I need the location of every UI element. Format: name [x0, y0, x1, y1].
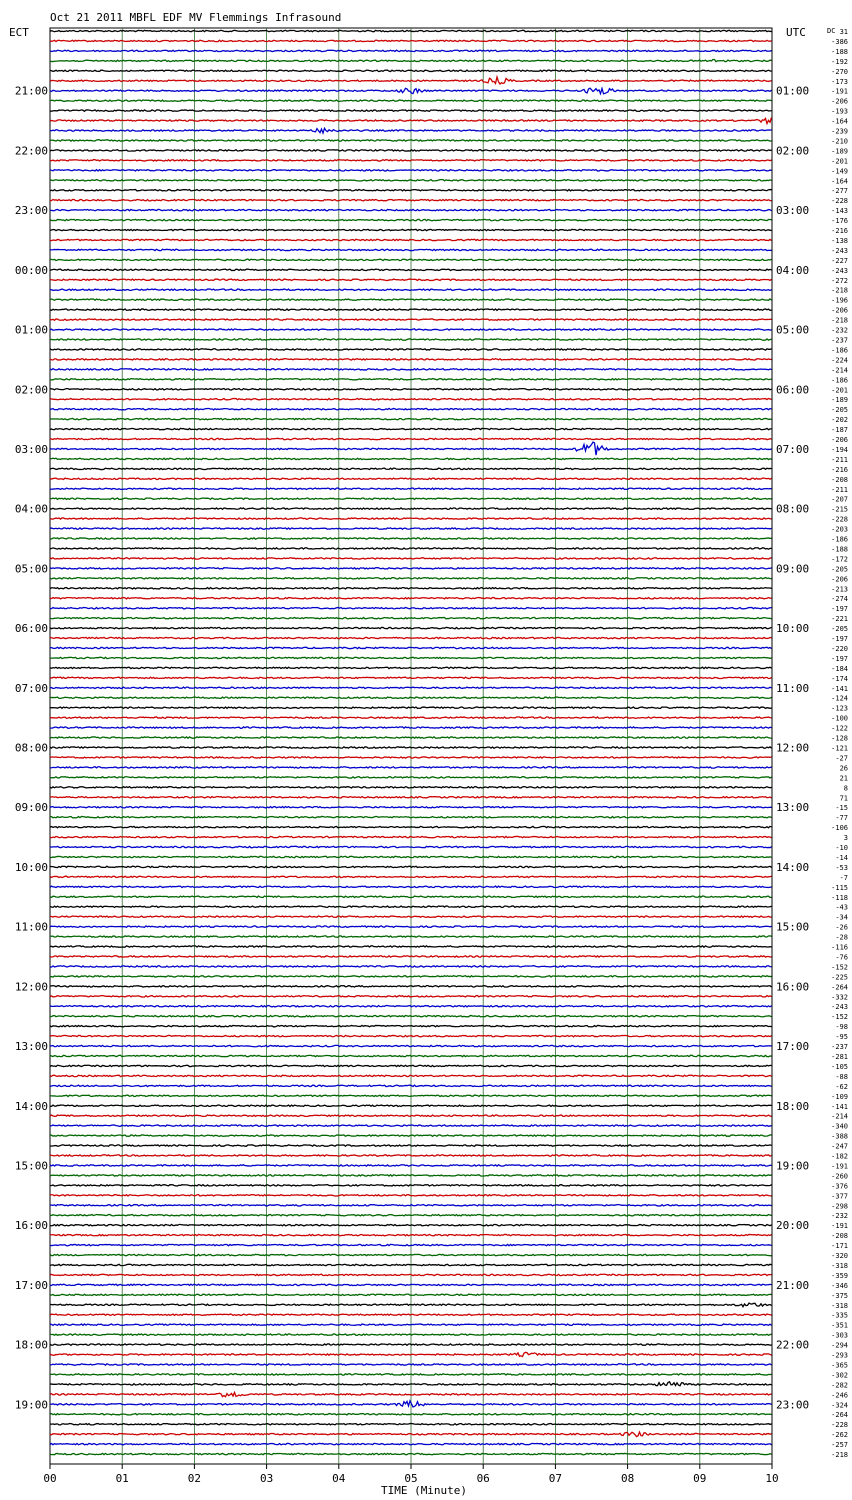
trace-offset-value: -359: [831, 1271, 848, 1280]
seismic-trace: [50, 349, 772, 350]
trace-offset-value: -340: [831, 1122, 848, 1131]
seismic-trace: [50, 946, 772, 947]
seismic-trace: [50, 1205, 772, 1206]
left-hour-label: 23:00: [14, 204, 48, 218]
trace-offset-value: -53: [835, 863, 848, 872]
trace-offset-value: -211: [831, 455, 848, 464]
trace-offset-value: -205: [831, 565, 848, 574]
left-hour-label: 18:00: [14, 1338, 48, 1352]
seismic-trace: [50, 1324, 772, 1325]
trace-offset-value: -7: [839, 873, 848, 882]
left-hour-label: 00:00: [14, 263, 48, 277]
right-hour-label: 03:00: [776, 204, 810, 218]
seismic-trace: [50, 617, 772, 618]
x-tick-label: 04: [332, 1472, 346, 1485]
right-timezone-label: UTC: [786, 26, 806, 39]
left-hour-label: 14:00: [14, 1099, 48, 1113]
left-hour-label: 10:00: [14, 860, 48, 874]
left-hour-label: 05:00: [14, 562, 48, 576]
trace-offset-value: -124: [831, 694, 848, 703]
seismic-trace: [50, 508, 772, 509]
left-hour-label: 15:00: [14, 1159, 48, 1173]
trace-offset-value: -262: [831, 1431, 848, 1440]
right-hour-label: 22:00: [776, 1338, 810, 1352]
trace-offset-value: -122: [831, 724, 848, 733]
seismic-trace: [50, 30, 772, 31]
grid-layer: [50, 28, 772, 1469]
trace-offset-value: -274: [831, 595, 848, 604]
seismic-trace: [50, 528, 772, 529]
trace-offset-value: 3: [843, 834, 848, 843]
seismic-trace: [50, 976, 772, 977]
trace-offset-value: -216: [831, 465, 848, 474]
trace-offset-value: -318: [831, 1301, 848, 1310]
trace-offset-value: -335: [831, 1311, 848, 1320]
trace-offset-value: -206: [831, 306, 848, 315]
seismic-trace: [50, 558, 772, 559]
trace-offset-value: -197: [831, 635, 848, 644]
trace-offset-value: -149: [831, 167, 848, 176]
trace-offset-value: -214: [831, 1112, 848, 1121]
seismic-trace: [50, 1105, 772, 1106]
trace-offset-value: -388: [831, 1132, 848, 1141]
x-tick-label: 10: [765, 1472, 779, 1485]
seismic-trace: [50, 1155, 772, 1156]
trace-offset-value: -138: [831, 236, 848, 245]
seismic-trace: [50, 598, 772, 599]
trace-offset-value: -141: [831, 684, 848, 693]
trace-offset-value: -208: [831, 475, 848, 484]
left-hour-label: 13:00: [14, 1040, 48, 1054]
seismic-trace: [50, 408, 772, 409]
right-hour-label: 07:00: [776, 442, 810, 456]
trace-offset-value: 8: [843, 784, 848, 793]
trace-offset-value: -293: [831, 1351, 848, 1360]
trace-offset-value: -377: [831, 1192, 848, 1201]
right-hour-label: 04:00: [776, 263, 810, 277]
seismic-trace: [50, 438, 772, 439]
seismic-trace: [50, 707, 772, 708]
trace-offset-value: -116: [831, 943, 848, 952]
trace-offset-value: -228: [831, 197, 848, 206]
seismic-trace: [50, 1224, 772, 1225]
trace-offset-value: -189: [831, 147, 848, 156]
seismic-trace: [50, 1145, 772, 1146]
trace-offset-value: -215: [831, 505, 848, 514]
trace-offset-value: -10: [835, 844, 848, 853]
trace-offset-value: -386: [831, 37, 848, 46]
x-tick-label: 05: [404, 1472, 418, 1485]
trace-offset-value: -106: [831, 824, 848, 833]
trace-offset-value: -324: [831, 1401, 848, 1410]
trace-offset-value: -282: [831, 1381, 848, 1390]
seismic-trace: [50, 1165, 772, 1166]
trace-offset-value: -182: [831, 1152, 848, 1161]
trace-offset-value: -28: [835, 933, 848, 942]
seismic-trace: [50, 1006, 772, 1007]
trace-offset-value: -228: [831, 515, 848, 524]
seismic-trace: [50, 846, 772, 847]
left-hour-label: 16:00: [14, 1219, 48, 1233]
trace-offset-value: -232: [831, 326, 848, 335]
trace-offset-value: -202: [831, 416, 848, 425]
trace-offset-value: -188: [831, 545, 848, 554]
right-hour-label: 05:00: [776, 323, 810, 337]
trace-offset-value: -201: [831, 386, 848, 395]
trace-offset-value: -197: [831, 654, 848, 663]
left-hour-label: 12:00: [14, 980, 48, 994]
trace-offset-value: -141: [831, 1102, 848, 1111]
trace-offset-value: -197: [831, 605, 848, 614]
x-tick-label: 01: [115, 1472, 129, 1485]
trace-offset-value: -277: [831, 187, 848, 196]
trace-offset-value: -191: [831, 1222, 848, 1231]
trace-offset-value: -216: [831, 227, 848, 236]
trace-offset-value: 26: [839, 764, 848, 773]
seismic-trace: [50, 1115, 772, 1116]
left-hour-label: 01:00: [14, 323, 48, 337]
seismic-trace: [50, 936, 772, 937]
trace-offset-value: -171: [831, 1242, 848, 1251]
trace-offset-value: -218: [831, 1451, 848, 1460]
trace-offset-value: -77: [835, 814, 848, 823]
trace-offset-value: -194: [831, 445, 848, 454]
right-hour-label: 13:00: [776, 801, 810, 815]
trace-offset-value: -105: [831, 1062, 848, 1071]
seismic-trace: [50, 170, 772, 171]
left-hour-label: 08:00: [14, 741, 48, 755]
right-hour-label: 01:00: [776, 84, 810, 98]
trace-offset-value: -270: [831, 67, 848, 76]
trace-offset-value: 21: [839, 774, 848, 783]
trace-offset-value: -152: [831, 963, 848, 972]
x-axis-label: TIME (Minute): [380, 1484, 468, 1497]
seismic-trace: [50, 418, 772, 419]
seismic-trace: [50, 627, 772, 628]
seismic-trace: [50, 826, 772, 827]
seismic-trace: [50, 757, 772, 758]
trace-offset-value: -193: [831, 107, 848, 116]
seismic-trace: [50, 209, 772, 210]
trace-offset-value: 31: [839, 28, 848, 36]
trace-offset-value: -109: [831, 1092, 848, 1101]
trace-offset-value: -260: [831, 1172, 848, 1181]
trace-offset-value: -210: [831, 137, 848, 146]
trace-offset-value: -26: [835, 923, 848, 932]
trace-offset-value: -186: [831, 535, 848, 544]
seismic-trace: [50, 956, 772, 957]
seismic-trace: [50, 1234, 772, 1235]
trace-offset-value: -264: [831, 983, 848, 992]
trace-offset-value: -221: [831, 615, 848, 624]
trace-offset-value: -189: [831, 396, 848, 405]
x-tick-label: 02: [187, 1472, 202, 1485]
trace-offset-value: -218: [831, 316, 848, 325]
chart-title: Oct 21 2011 MBFL EDF MV Flemmings Infrasound: [50, 11, 342, 24]
seismic-trace: [50, 1344, 772, 1345]
left-hour-label: 11:00: [14, 920, 48, 934]
trace-offset-value: -376: [831, 1182, 848, 1191]
trace-offset-value: -203: [831, 525, 848, 534]
trace-offset-value: -237: [831, 336, 848, 345]
right-values-header: DC: [827, 27, 836, 35]
trace-offset-value: -208: [831, 1232, 848, 1241]
seismic-trace: [50, 747, 772, 748]
trace-offset-value: -186: [831, 346, 848, 355]
seismic-trace: [50, 677, 772, 678]
x-tick-label: 00: [43, 1472, 57, 1485]
trace-offset-value: -318: [831, 1261, 848, 1270]
trace-offset-value: -232: [831, 1212, 848, 1221]
trace-offset-value: -164: [831, 117, 848, 126]
trace-offset-value: -172: [831, 555, 848, 564]
trace-offset-value: -191: [831, 1162, 848, 1171]
right-hour-label: 21:00: [776, 1278, 810, 1292]
trace-offset-value: -272: [831, 276, 848, 285]
trace-offset-value: -218: [831, 286, 848, 295]
trace-offset-value: -227: [831, 256, 848, 265]
right-hour-label: 10:00: [776, 622, 810, 636]
seismic-trace: [50, 478, 772, 479]
seismic-trace: [50, 160, 772, 161]
trace-offset-value: -264: [831, 1411, 848, 1420]
left-hour-label: 21:00: [14, 84, 48, 98]
trace-offset-value: -243: [831, 1003, 848, 1012]
x-tick-label: 03: [259, 1472, 274, 1485]
right-hour-label: 18:00: [776, 1099, 810, 1113]
seismic-trace: [50, 667, 772, 668]
left-hour-label: 07:00: [14, 681, 48, 695]
seismic-trace: [50, 1055, 772, 1056]
x-tick-label: 08: [620, 1472, 635, 1485]
trace-offset-value: -206: [831, 97, 848, 106]
trace-offset-value: -211: [831, 485, 848, 494]
seismic-trace: [50, 687, 772, 688]
left-hour-label: 03:00: [14, 442, 48, 456]
trace-offset-value: -206: [831, 436, 848, 445]
trace-offset-value: -27: [835, 754, 848, 763]
trace-offset-value: -15: [835, 804, 848, 813]
trace-offset-value: -220: [831, 644, 848, 653]
trace-offset-value: -34: [835, 913, 848, 922]
right-hour-label: 16:00: [776, 980, 810, 994]
trace-offset-value: 71: [839, 794, 848, 803]
left-hour-label: 22:00: [14, 144, 48, 158]
right-hour-label: 19:00: [776, 1159, 810, 1173]
trace-offset-value: -207: [831, 495, 848, 504]
trace-offset-value: -225: [831, 973, 848, 982]
right-hour-label: 02:00: [776, 144, 810, 158]
trace-offset-value: -196: [831, 296, 848, 305]
x-tick-label: 07: [548, 1472, 563, 1485]
trace-offset-value: -320: [831, 1252, 848, 1261]
right-hour-label: 11:00: [776, 681, 810, 695]
trace-offset-value: -257: [831, 1441, 848, 1450]
trace-offset-value: -192: [831, 57, 848, 66]
right-hour-label: 09:00: [776, 562, 810, 576]
trace-offset-value: -228: [831, 1421, 848, 1430]
trace-offset-value: -184: [831, 664, 848, 673]
seismic-trace: [50, 717, 772, 718]
trace-offset-value: -237: [831, 1043, 848, 1052]
trace-offset-value: -98: [835, 1023, 848, 1032]
trace-offset-value: -88: [835, 1072, 848, 1081]
right-hour-label: 20:00: [776, 1219, 810, 1233]
trace-offset-value: -243: [831, 246, 848, 255]
seismic-trace: [50, 1175, 772, 1176]
trace-offset-value: -43: [835, 903, 848, 912]
right-hour-label: 14:00: [776, 860, 810, 874]
left-timezone-label: ECT: [9, 26, 29, 39]
left-hour-label: 06:00: [14, 622, 48, 636]
seismic-trace: [50, 637, 772, 638]
trace-offset-value: -281: [831, 1052, 848, 1061]
seismic-trace: [50, 399, 772, 400]
right-hour-label: 15:00: [776, 920, 810, 934]
trace-offset-value: -123: [831, 704, 848, 713]
trace-offset-value: -303: [831, 1331, 848, 1340]
trace-offset-value: -294: [831, 1341, 848, 1350]
seismic-trace: [50, 1215, 772, 1216]
trace-offset-value: -239: [831, 127, 848, 136]
trace-offset-value: -187: [831, 426, 848, 435]
seismic-trace: [50, 607, 772, 608]
seismic-trace: [50, 1334, 772, 1335]
seismic-trace: [50, 1314, 772, 1315]
trace-offset-value: -246: [831, 1391, 848, 1400]
seismic-trace: [50, 40, 772, 41]
right-hour-label: 23:00: [776, 1398, 810, 1412]
trace-offset-value: -302: [831, 1371, 848, 1380]
seismic-trace: [50, 1414, 772, 1415]
seismic-trace: [50, 150, 772, 151]
trace-offset-value: -365: [831, 1361, 848, 1370]
right-hour-label: 08:00: [776, 502, 810, 516]
seismic-trace: [50, 866, 772, 867]
x-tick-label: 06: [476, 1472, 490, 1485]
seismic-trace: [50, 966, 772, 967]
trace-offset-value: -95: [835, 1033, 848, 1042]
seismic-trace: [50, 389, 772, 390]
trace-offset-value: -186: [831, 376, 848, 385]
trace-offset-value: -14: [835, 853, 848, 862]
seismic-trace: [50, 468, 772, 469]
left-hour-label: 17:00: [14, 1278, 48, 1292]
trace-offset-value: -213: [831, 585, 848, 594]
trace-offset-value: -375: [831, 1291, 848, 1300]
trace-offset-value: -173: [831, 77, 848, 86]
trace-offset-value: -205: [831, 406, 848, 415]
trace-offset-value: -152: [831, 1013, 848, 1022]
seismic-trace: [50, 1364, 772, 1365]
trace-offset-value: -351: [831, 1321, 848, 1330]
trace-offset-value: -346: [831, 1281, 848, 1290]
trace-offset-value: -205: [831, 625, 848, 634]
left-hour-label: 02:00: [14, 383, 48, 397]
right-hour-label: 12:00: [776, 741, 810, 755]
trace-offset-value: -206: [831, 575, 848, 584]
right-hour-label: 17:00: [776, 1040, 810, 1054]
trace-offset-value: -191: [831, 87, 848, 96]
trace-offset-value: -188: [831, 47, 848, 56]
trace-offset-value: -243: [831, 266, 848, 275]
trace-offset-value: -121: [831, 744, 848, 753]
trace-offset-value: -224: [831, 356, 848, 365]
seismic-trace: [50, 807, 772, 808]
trace-offset-value: -118: [831, 893, 848, 902]
trace-offset-value: -247: [831, 1142, 848, 1151]
left-hour-label: 09:00: [14, 801, 48, 815]
trace-offset-value: -298: [831, 1202, 848, 1211]
trace-offset-value: -201: [831, 157, 848, 166]
seismic-trace: [50, 359, 772, 360]
seismic-trace: [50, 498, 772, 499]
seismic-trace: [50, 797, 772, 798]
seismic-trace: [50, 428, 772, 429]
trace-offset-value: -62: [835, 1082, 848, 1091]
trace-offset-value: -76: [835, 953, 848, 962]
trace-offset-value: -214: [831, 366, 848, 375]
trace-offset-value: -332: [831, 993, 848, 1002]
seismic-trace: [50, 190, 772, 191]
x-tick-label: 09: [693, 1472, 707, 1485]
trace-offset-value: -143: [831, 207, 848, 216]
trace-offset-value: -128: [831, 734, 848, 743]
left-hour-label: 04:00: [14, 502, 48, 516]
left-hour-label: 19:00: [14, 1398, 48, 1412]
trace-offset-value: -100: [831, 714, 848, 723]
trace-offset-value: -164: [831, 177, 848, 186]
trace-offset-value: -174: [831, 674, 848, 683]
trace-offset-value: -176: [831, 217, 848, 226]
trace-offset-value: -115: [831, 883, 848, 892]
right-hour-label: 06:00: [776, 383, 810, 397]
